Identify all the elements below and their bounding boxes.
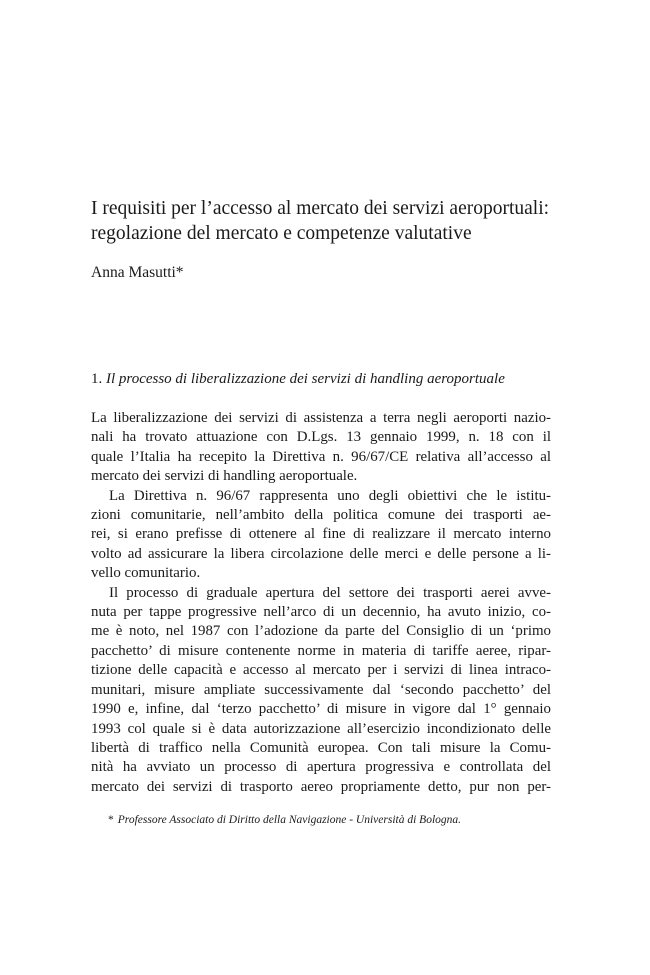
text-line: pacchetto’ di misure contenente norme in materia di tariffe aeree, ripar- xyxy=(91,642,551,659)
section-title: Il processo di liberalizzazione dei servizi di handling aeroportuale xyxy=(106,371,505,387)
paragraph-3 xyxy=(91,584,551,797)
title-line-1: I requisiti per l’accesso al mercato dei servizi aeroportuali: xyxy=(91,198,550,219)
article-title xyxy=(91,196,571,246)
footnote-text: Professore Associato di Diritto della Navigazione - Università di Bologna. xyxy=(117,814,462,826)
text-line: vello comunitario. xyxy=(91,565,201,582)
text-line: La liberalizzazione dei servizi di assistenza a terra negli aeroporti nazio- xyxy=(91,410,551,426)
text-line: rei, si erano prefisse di ottenere al fine di realizzare il mercato interno xyxy=(91,526,551,543)
footnote-marker: * xyxy=(108,814,114,826)
author-name: Anna Masutti* xyxy=(91,264,184,281)
text-line: nali ha trovato attuazione con D.Lgs. 13 gennaio 1999, n. 18 con il xyxy=(91,429,551,446)
text-line: mercato dei servizi di handling aeroportuale. xyxy=(91,468,358,485)
text-line: mercato dei servizi di trasporto aereo propriamente detto, pur non per- xyxy=(91,778,551,795)
text-line: 1993 col quale si è data autorizzazione all’esercizio incondizionato delle xyxy=(91,720,551,737)
text-line: zioni comunitarie, nell’ambito della politica comune dei trasporti ae- xyxy=(91,507,551,524)
text-line: 1990 e, infine, dal ‘terzo pacchetto’ di misure in vigore dal 1° gennaio xyxy=(91,701,551,718)
section-heading xyxy=(91,369,571,389)
text-line: munitari, misure ampliate successivamente dal ‘secondo pacchetto’ del xyxy=(91,681,551,698)
text-line: La Direttiva n. 96/67 rappresenta uno degli obiettivi che le istitu- xyxy=(109,487,551,504)
footnote xyxy=(108,813,568,828)
text-line: me è noto, nel 1987 con l’adozione da parte del Consiglio di un ‘primo xyxy=(91,623,551,640)
body-text xyxy=(91,409,551,797)
text-line: volto ad assicurare la libera circolazione delle merci e delle persone a li- xyxy=(91,545,551,562)
text-line: quale l’Italia ha recepito la Direttiva n. 96/67/CE relativa all’accesso al xyxy=(91,448,551,465)
section-number: 1. xyxy=(91,371,103,387)
text-line: tizione delle capacità e accesso al mercato per i servizi di linea intraco- xyxy=(91,662,551,679)
text-line: nità ha avviato un processo di apertura progressiva e controllata del xyxy=(91,759,551,776)
paragraph-1 xyxy=(91,409,551,487)
text-line: Il processo di graduale apertura del settore dei trasporti aerei avve- xyxy=(109,584,551,601)
text-line: libertà di traffico nella Comunità europea. Con tali misure la Comu- xyxy=(91,739,551,756)
paragraph-2 xyxy=(91,487,551,584)
title-line-2: regolazione del mercato e competenze valutative xyxy=(91,223,472,244)
text-line: nuta per tappe progressive nell’arco di un decennio, ha avuto inizio, co- xyxy=(91,604,551,621)
